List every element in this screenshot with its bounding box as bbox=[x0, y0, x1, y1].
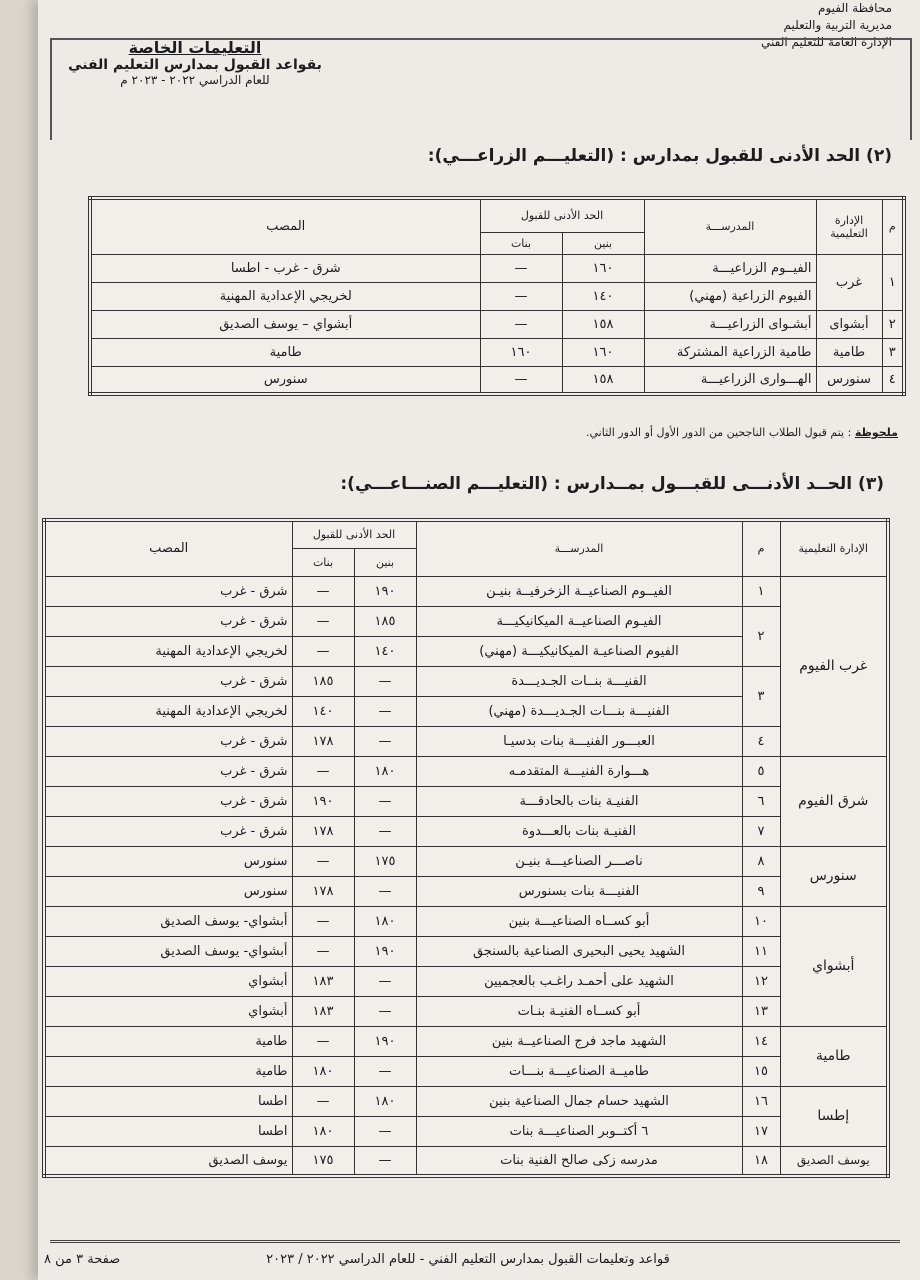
row-outlet: أبشواي bbox=[44, 996, 292, 1026]
row-outlet: لخريجي الإعدادية المهنية bbox=[44, 696, 292, 726]
row-girls: — bbox=[480, 282, 562, 310]
row-num: ١٠ bbox=[742, 906, 780, 936]
row-boys: — bbox=[354, 696, 416, 726]
col-outlet: المصب bbox=[44, 520, 292, 576]
row-outlet: شرق - غرب bbox=[44, 816, 292, 846]
row-num: ١٨ bbox=[742, 1146, 780, 1176]
row-girls: ١٧٥ bbox=[292, 1146, 354, 1176]
footer-text: قواعد وتعليمات القبول بمدارس التعليم الفني - للعام الدراسي ٢٠٢٢ / ٢٠٢٣ bbox=[266, 1252, 670, 1267]
row-boys: — bbox=[354, 1146, 416, 1176]
row-girls: — bbox=[292, 846, 354, 876]
row-school: مدرسه زكى صالح الفنية بنات bbox=[416, 1146, 742, 1176]
table-row bbox=[90, 366, 904, 394]
row-admin: أبشواى bbox=[816, 310, 882, 338]
ind-section-title: (٣) الحــد الأدنـــى للقبـــول بمــدارس : (التعليـــم الصنـــاعـــي): bbox=[340, 474, 884, 494]
row-school: ناصـــر الصناعيـــة بنيـن bbox=[416, 846, 742, 876]
row-outlet: أبشواي- يوسف الصديق bbox=[44, 936, 292, 966]
row-num: ٣ bbox=[742, 666, 780, 726]
row-outlet: لخريجي الإعدادية المهنية bbox=[90, 282, 480, 310]
row-num: ١٣ bbox=[742, 996, 780, 1026]
row-girls: — bbox=[292, 936, 354, 966]
row-girls: — bbox=[292, 606, 354, 636]
table-row bbox=[44, 576, 888, 606]
row-outlet: سنورس bbox=[90, 366, 480, 394]
row-num: ٨ bbox=[742, 846, 780, 876]
agri-table bbox=[88, 196, 906, 396]
col-boys: بنين bbox=[562, 232, 644, 254]
row-girls: ١٤٠ bbox=[292, 696, 354, 726]
col-admin: الإدارة التعليمية bbox=[780, 520, 888, 576]
row-boys: — bbox=[354, 726, 416, 756]
col-admin: الإدارة التعليمية bbox=[816, 198, 882, 254]
agri-note bbox=[58, 426, 898, 439]
row-school: الهـــوارى الزراعيـــة bbox=[644, 366, 816, 394]
row-girls: ١٦٠ bbox=[480, 338, 562, 366]
row-num: ١١ bbox=[742, 936, 780, 966]
row-outlet: أبشواي bbox=[44, 966, 292, 996]
row-num: ١٢ bbox=[742, 966, 780, 996]
page-number: صفحة ٣ من ٨ bbox=[44, 1252, 121, 1267]
row-outlet: طامية bbox=[90, 338, 480, 366]
governorate: محافظة الفيوم bbox=[818, 1, 892, 15]
col-num: م bbox=[882, 198, 904, 254]
row-school: الفيـوم الصناعيــة الميكانيكيـــة bbox=[416, 606, 742, 636]
row-num: ٦ bbox=[742, 786, 780, 816]
row-num: ١٥ bbox=[742, 1056, 780, 1086]
administration: الإدارة العامة للتعليم الفني bbox=[761, 35, 892, 49]
row-outlet: شرق - غرب bbox=[44, 726, 292, 756]
row-num: ٤ bbox=[882, 366, 904, 394]
page-title: التعليمات الخاصة bbox=[128, 38, 262, 57]
col-num: م bbox=[742, 520, 780, 576]
table-row bbox=[44, 936, 888, 966]
row-school: الشهيد على أحمـد راغـب بالعجميين bbox=[416, 966, 742, 996]
row-girls: — bbox=[292, 1026, 354, 1056]
row-girls: — bbox=[292, 906, 354, 936]
row-school: هـــوارة الفنيـــة المتقدمـه bbox=[416, 756, 742, 786]
row-school: الفيوم الزراعية (مهني) bbox=[644, 282, 816, 310]
col-school: المدرســـة bbox=[644, 198, 816, 254]
table-row bbox=[90, 310, 904, 338]
row-boys: ١٧٥ bbox=[354, 846, 416, 876]
row-school: العبـــور الفنيـــة بنات بدسيـا bbox=[416, 726, 742, 756]
table-row bbox=[90, 338, 904, 366]
row-outlet: أبشواي- يوسف الصديق bbox=[44, 906, 292, 936]
row-boys: ١٨٠ bbox=[354, 906, 416, 936]
row-boys: ١٩٠ bbox=[354, 936, 416, 966]
row-girls: ١٨٣ bbox=[292, 996, 354, 1026]
table-row bbox=[44, 816, 888, 846]
note-text: : يتم قبول الطلاب الناجحين من الدور الأول أو الدور الثاني. bbox=[585, 426, 852, 439]
row-outlet: سنورس bbox=[44, 846, 292, 876]
row-school: الفنيـة بنات بالحادقـــة bbox=[416, 786, 742, 816]
row-outlet: يوسف الصديق bbox=[44, 1146, 292, 1176]
col-boys: بنين bbox=[354, 548, 416, 576]
row-num: ٧ bbox=[742, 816, 780, 846]
row-outlet: أبشواي – يوسف الصديق bbox=[90, 310, 480, 338]
row-num: ٤ bbox=[742, 726, 780, 756]
row-boys: ١٩٠ bbox=[354, 576, 416, 606]
row-boys: — bbox=[354, 996, 416, 1026]
row-outlet: اطسا bbox=[44, 1086, 292, 1116]
row-admin: سنورس bbox=[816, 366, 882, 394]
row-num: ٢ bbox=[742, 606, 780, 666]
table-row bbox=[44, 1146, 888, 1176]
row-girls: — bbox=[292, 636, 354, 666]
note-label: ملحوظة bbox=[854, 426, 898, 439]
row-girls: — bbox=[292, 1086, 354, 1116]
row-school: أبو كســاه الفنيـة بنـات bbox=[416, 996, 742, 1026]
row-boys: ١٦٠ bbox=[562, 254, 644, 282]
row-girls: ١٨٥ bbox=[292, 666, 354, 696]
table-row bbox=[44, 906, 888, 936]
row-outlet: طامية bbox=[44, 1056, 292, 1086]
row-school: الشهيد يحيى البحيرى الصناعية بالسنجق bbox=[416, 936, 742, 966]
admin-cell: يوسف الصديق bbox=[780, 1146, 888, 1176]
row-outlet: شرق - غرب bbox=[44, 756, 292, 786]
row-num: ١ bbox=[742, 576, 780, 606]
row-boys: — bbox=[354, 666, 416, 696]
row-school: طاميــة الصناعيـــة بنـــات bbox=[416, 1056, 742, 1086]
row-school: الفنيـــة بنـــات الجـديـــدة (مهني) bbox=[416, 696, 742, 726]
row-boys: ١٨٥ bbox=[354, 606, 416, 636]
row-girls: ١٧٨ bbox=[292, 876, 354, 906]
row-boys: ١٨٠ bbox=[354, 1086, 416, 1116]
row-outlet: شرق - غرب - اطسا bbox=[90, 254, 480, 282]
row-school: أبشـواى الزراعيـــة bbox=[644, 310, 816, 338]
row-school: الفيوم الصناعيـة الميكانيكيـــة (مهني) bbox=[416, 636, 742, 666]
col-outlet: المصب bbox=[90, 198, 480, 254]
table-row bbox=[44, 1056, 888, 1086]
row-boys: ١٦٠ bbox=[562, 338, 644, 366]
row-girls: ١٨٠ bbox=[292, 1116, 354, 1146]
row-admin: طامية bbox=[816, 338, 882, 366]
row-girls: — bbox=[292, 576, 354, 606]
table-row bbox=[44, 666, 888, 696]
row-boys: ١٥٨ bbox=[562, 366, 644, 394]
title-block bbox=[60, 38, 330, 87]
row-school: الفيــوم الصناعيــة الزخرفيــة بنيـن bbox=[416, 576, 742, 606]
row-girls: ١٧٨ bbox=[292, 726, 354, 756]
row-boys: — bbox=[354, 786, 416, 816]
table-row bbox=[44, 1026, 888, 1056]
admin-cell: أبشواي bbox=[780, 906, 888, 1026]
row-girls: ١٩٠ bbox=[292, 786, 354, 816]
table-row bbox=[44, 996, 888, 1026]
row-outlet: شرق - غرب bbox=[44, 786, 292, 816]
row-boys: ١٨٠ bbox=[354, 756, 416, 786]
table-row bbox=[44, 876, 888, 906]
row-boys: ١٥٨ bbox=[562, 310, 644, 338]
row-boys: — bbox=[354, 876, 416, 906]
col-min: الحد الأدنى للقبول bbox=[480, 198, 644, 232]
row-boys: ١٤٠ bbox=[354, 636, 416, 666]
row-boys: ١٤٠ bbox=[562, 282, 644, 310]
row-outlet: اطسا bbox=[44, 1116, 292, 1146]
row-school: الفنيـــة بنات بسنورس bbox=[416, 876, 742, 906]
agri-section-title: (٢) الحد الأدنى للقبول بمدارس : (التعليـــم الزراعـــي): bbox=[427, 146, 892, 166]
document-page bbox=[38, 0, 920, 1280]
row-boys: — bbox=[354, 1056, 416, 1086]
row-outlet: طامية bbox=[44, 1026, 292, 1056]
footer-rule bbox=[50, 1240, 900, 1243]
table-row bbox=[44, 786, 888, 816]
row-outlet: شرق - غرب bbox=[44, 666, 292, 696]
directorate: مديرية التربية والتعليم bbox=[783, 18, 892, 32]
table-row bbox=[44, 1086, 888, 1116]
row-num: ١٧ bbox=[742, 1116, 780, 1146]
row-num: ٣ bbox=[882, 338, 904, 366]
row-boys: — bbox=[354, 816, 416, 846]
table-row bbox=[44, 846, 888, 876]
row-outlet: شرق - غرب bbox=[44, 606, 292, 636]
row-school: الفيــوم الزراعيـــة bbox=[644, 254, 816, 282]
table-row bbox=[44, 606, 888, 636]
row-num: ١٦ bbox=[742, 1086, 780, 1116]
row-school: أبو كســاه الصناعيـــة بنين bbox=[416, 906, 742, 936]
row-school: طامية الزراعية المشتركة bbox=[644, 338, 816, 366]
admin-cell: غرب الفيوم bbox=[780, 576, 888, 756]
row-girls: — bbox=[480, 254, 562, 282]
table-row bbox=[44, 756, 888, 786]
col-girls: بنات bbox=[480, 232, 562, 254]
row-outlet: سنورس bbox=[44, 876, 292, 906]
row-num: ١ bbox=[882, 254, 904, 310]
row-girls: — bbox=[292, 756, 354, 786]
ind-table bbox=[42, 518, 890, 1178]
row-outlet: لخريجي الإعدادية المهنية bbox=[44, 636, 292, 666]
page-subtitle: بقواعد القبول بمدارس التعليم الفني bbox=[68, 57, 322, 73]
table-row bbox=[44, 1116, 888, 1146]
row-girls: ١٨٣ bbox=[292, 966, 354, 996]
table-row bbox=[90, 282, 904, 310]
row-num: ٢ bbox=[882, 310, 904, 338]
row-girls: ١٨٠ bbox=[292, 1056, 354, 1086]
admin-cell: سنورس bbox=[780, 846, 888, 906]
row-boys: ١٩٠ bbox=[354, 1026, 416, 1056]
admin-cell: شرق الفيوم bbox=[780, 756, 888, 846]
admin-cell: طامية bbox=[780, 1026, 888, 1086]
row-school: الشهيد حسام جمال الصناعية بنين bbox=[416, 1086, 742, 1116]
row-boys: — bbox=[354, 1116, 416, 1146]
col-min: الحد الأدنى للقبول bbox=[292, 520, 416, 548]
table-row bbox=[90, 254, 904, 282]
row-girls: ١٧٨ bbox=[292, 816, 354, 846]
table-row bbox=[44, 966, 888, 996]
row-num: ٥ bbox=[742, 756, 780, 786]
row-num: ١٤ bbox=[742, 1026, 780, 1056]
row-school: الفنيـة بنات بالعـــدوة bbox=[416, 816, 742, 846]
row-outlet: شرق - غرب bbox=[44, 576, 292, 606]
row-school: الفنيـــة بنــات الجـديـــدة bbox=[416, 666, 742, 696]
row-num: ٩ bbox=[742, 876, 780, 906]
row-boys: — bbox=[354, 966, 416, 996]
academic-year: للعام الدراسي ٢٠٢٢ - ٢٠٢٣ م bbox=[120, 73, 270, 87]
row-admin: غرب bbox=[816, 254, 882, 310]
row-school: الشهيد ماجد فرج الصناعيــة بنين bbox=[416, 1026, 742, 1056]
admin-cell: إطسا bbox=[780, 1086, 888, 1146]
row-girls: — bbox=[480, 310, 562, 338]
col-school: المدرســـة bbox=[416, 520, 742, 576]
col-girls: بنات bbox=[292, 548, 354, 576]
table-row bbox=[44, 726, 888, 756]
row-school: ٦ أكتــوبر الصناعيـــة بنات bbox=[416, 1116, 742, 1146]
row-girls: — bbox=[480, 366, 562, 394]
